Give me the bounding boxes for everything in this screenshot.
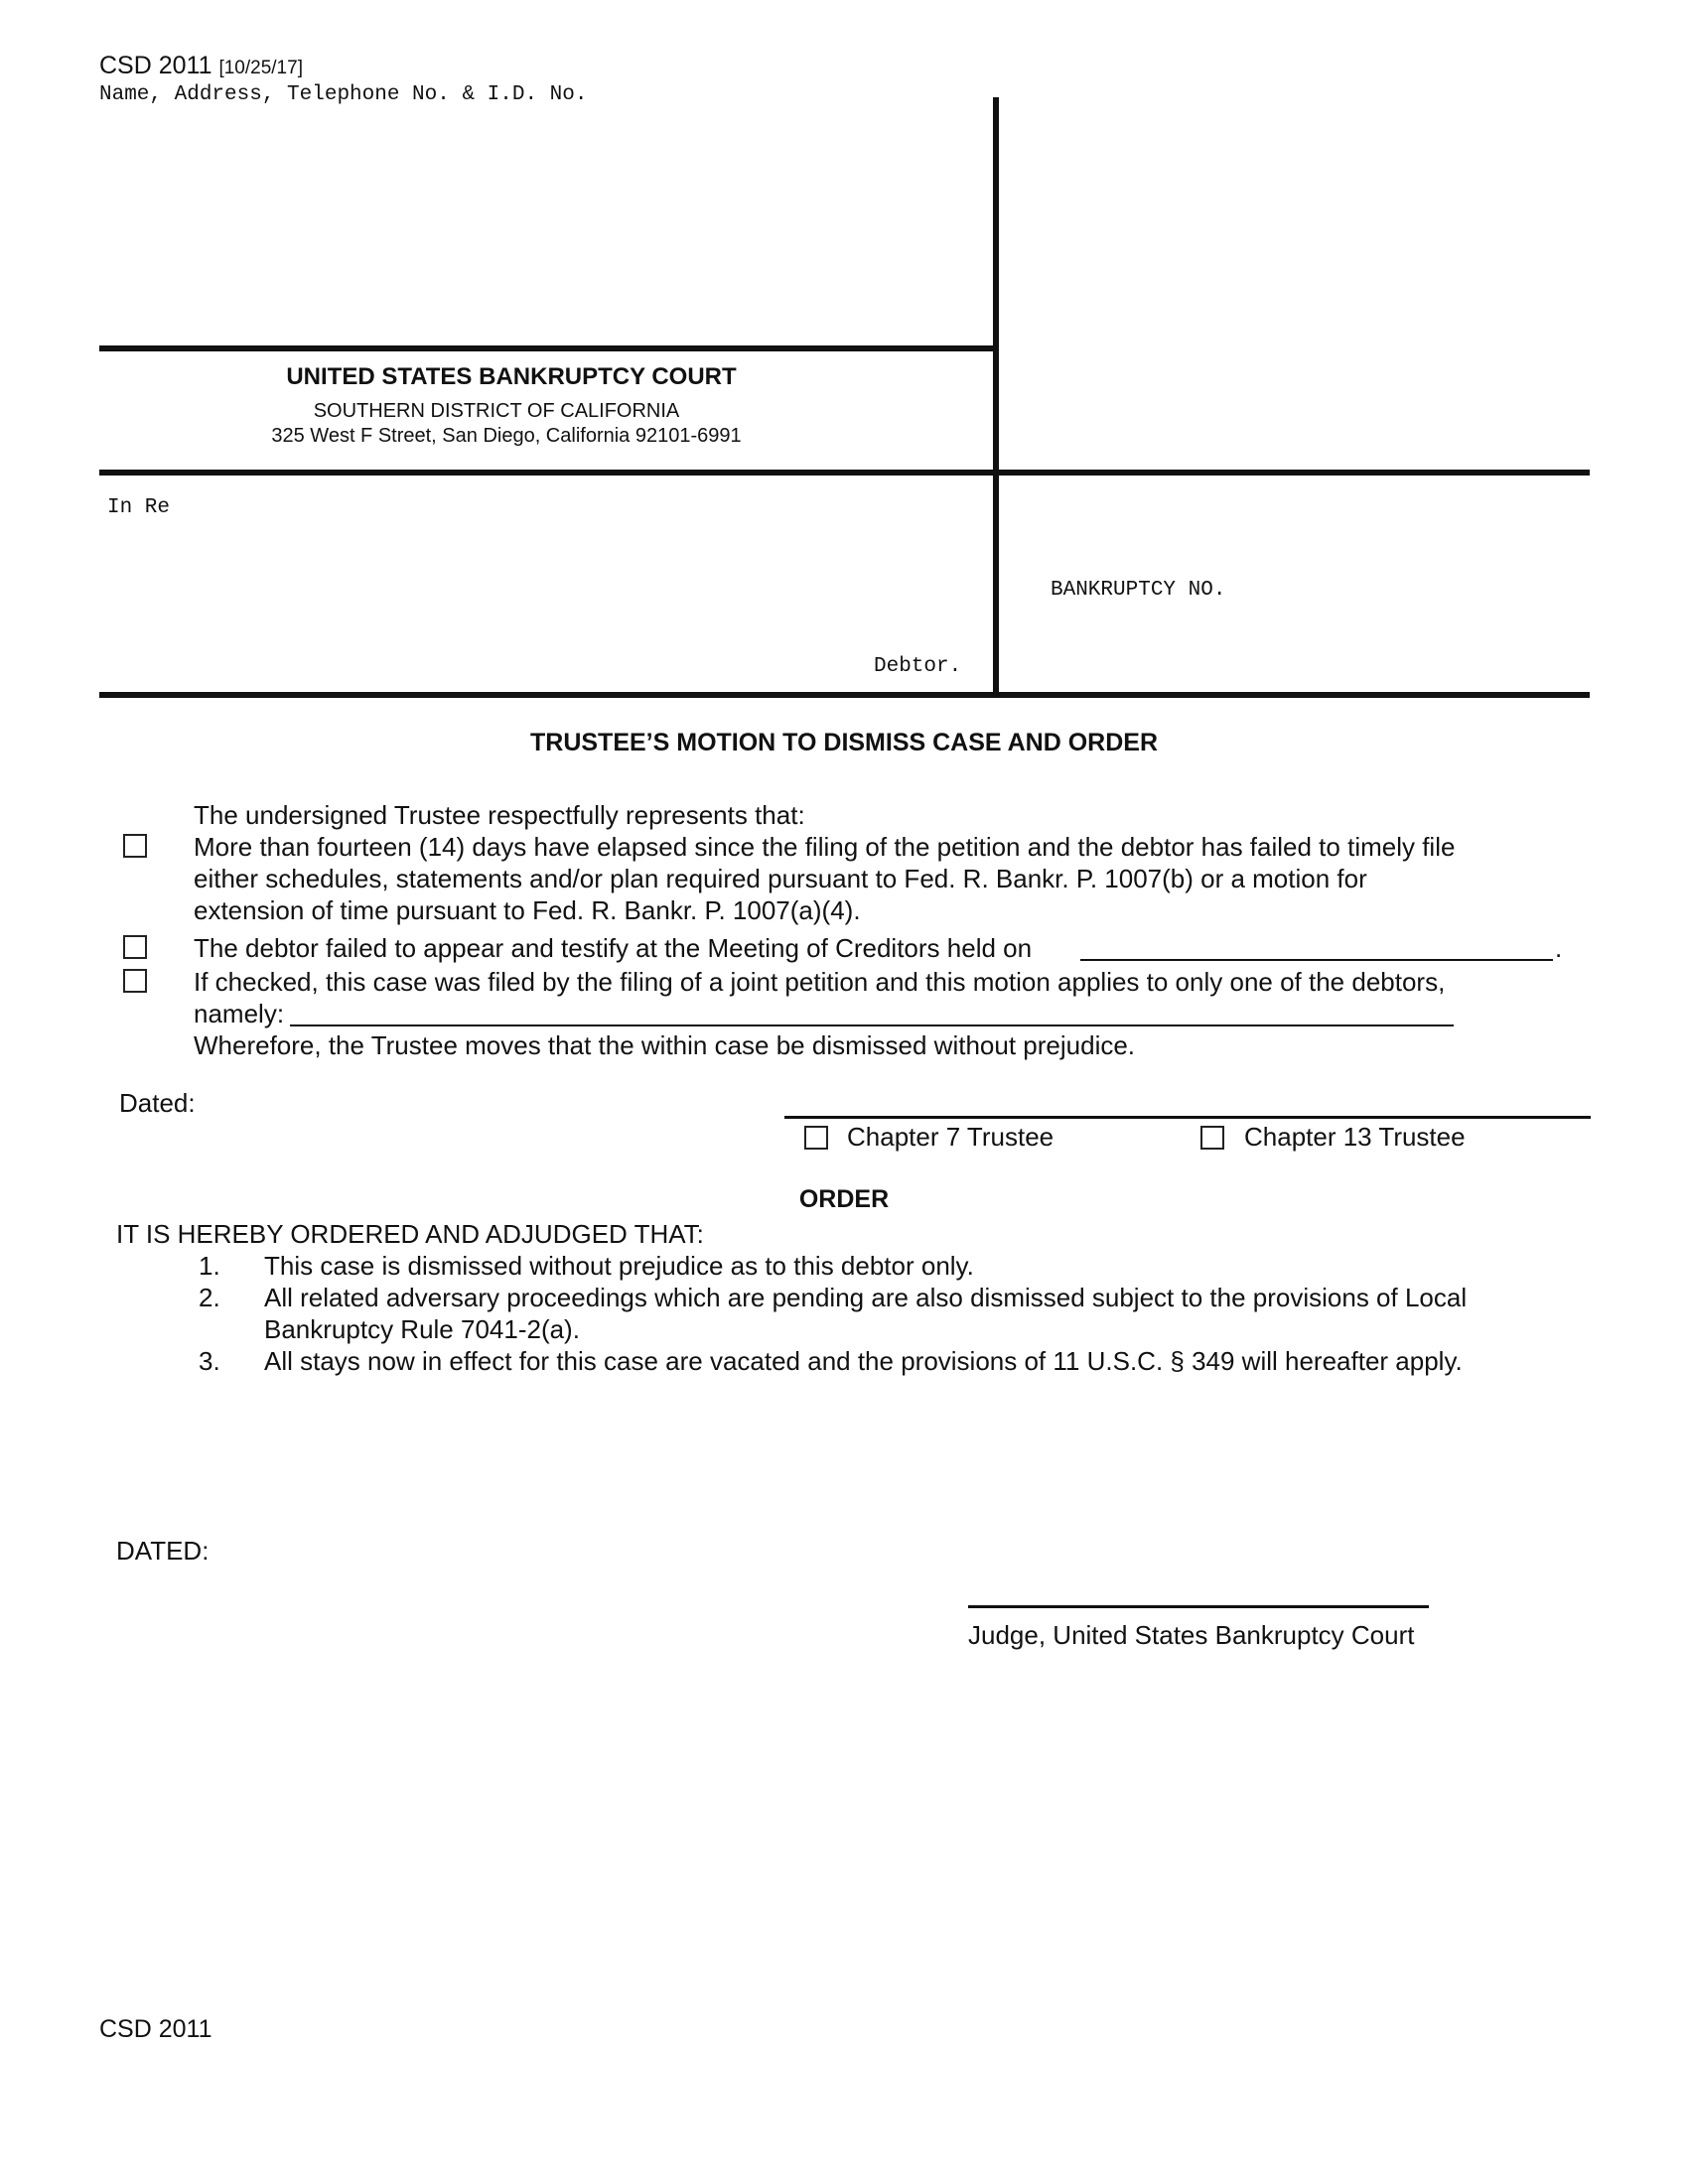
court-name: UNITED STATES BANKRUPTCY COURT (286, 363, 737, 390)
form-id-footer: CSD 2011 (99, 2015, 212, 2043)
form-revision-date: [10/25/17] (218, 58, 303, 78)
order-dated-label: DATED: (116, 1536, 210, 1566)
motion-dated-label: Dated: (119, 1088, 196, 1118)
filer-label: Name, Address, Telephone No. & I.D. No. (99, 83, 588, 106)
motion-item3-line2: namely: (194, 999, 285, 1028)
checkbox-failed-to-appear[interactable] (123, 935, 147, 959)
chapter-7-label: Chapter 7 Trustee (847, 1122, 1055, 1152)
checkbox-chapter-13-trustee[interactable] (1200, 1126, 1224, 1150)
court-district: SOUTHERN DISTRICT OF CALIFORNIA (313, 400, 680, 422)
order-title: ORDER (798, 1185, 890, 1213)
caption-vertical-divider (993, 97, 999, 696)
in-re-label: In Re (107, 496, 171, 519)
order-item1: This case is dismissed without prejudice as to this debtor only. (264, 1251, 974, 1281)
motion-intro: The undersigned Trustee respectfully represents that: (194, 800, 805, 830)
motion-item1-line3: extension of time pursuant to Fed. R. Bankr. P. 1007(a)(4). (194, 895, 861, 925)
order-item3: All stays now in effect for this case are vacated and the provisions of 11 U.S.C. § 349 will hereafter apply. (264, 1346, 1463, 1376)
court-address: 325 West F Street, San Diego, California 92101-6991 (271, 425, 742, 447)
court-top-rule (99, 345, 996, 351)
caption-middle-rule (99, 470, 1590, 476)
order-intro: IT IS HEREBY ORDERED AND ADJUDGED THAT: (116, 1219, 704, 1249)
motion-title: TRUSTEE’S MOTION TO DISMISS CASE AND ORDER (530, 729, 1158, 756)
form-id-header (99, 52, 303, 80)
motion-item1-line2: either schedules, statements and/or plan required pursuant to Fed. R. Bankr. P. 1007(b) or a motion for (194, 864, 1367, 893)
form-id: CSD 2011 (99, 52, 212, 79)
bankruptcy-no-label: BANKRUPTCY NO. (1051, 579, 1226, 602)
chapter-13-label: Chapter 13 Trustee (1244, 1122, 1466, 1152)
meeting-date-blank[interactable] (1080, 959, 1553, 961)
motion-item2-period: . (1555, 933, 1563, 963)
judge-signature-line (968, 1605, 1429, 1608)
debtor-label: Debtor. (874, 655, 962, 678)
order-number-1: 1. (199, 1251, 220, 1281)
debtor-name-blank[interactable] (290, 1024, 1454, 1026)
order-number-2: 2. (199, 1283, 220, 1312)
motion-item2: The debtor failed to appear and testify at the Meeting of Creditors held on (194, 933, 1033, 963)
checkbox-joint-petition[interactable] (123, 969, 147, 993)
motion-item3-line1: If checked, this case was filed by the filing of a joint petition and this motion applies to only one of the debtors, (194, 967, 1446, 997)
motion-wherefore: Wherefore, the Trustee moves that the within case be dismissed without prejudice. (194, 1030, 1136, 1060)
trustee-signature-line (784, 1116, 1591, 1119)
checkbox-chapter-7-trustee[interactable] (804, 1126, 828, 1150)
order-number-3: 3. (199, 1346, 220, 1376)
checkbox-failed-to-file[interactable] (123, 834, 147, 858)
caption-bottom-rule (99, 692, 1590, 698)
motion-item1-line1: More than fourteen (14) days have elapsed since the filing of the petition and the debtor has failed to timely file (194, 832, 1456, 862)
order-item2-line2: Bankruptcy Rule 7041-2(a). (264, 1314, 580, 1344)
judge-label: Judge, United States Bankruptcy Court (968, 1620, 1415, 1650)
order-item2-line1: All related adversary proceedings which are pending are also dismissed subject to the provisions of Local (264, 1283, 1468, 1312)
